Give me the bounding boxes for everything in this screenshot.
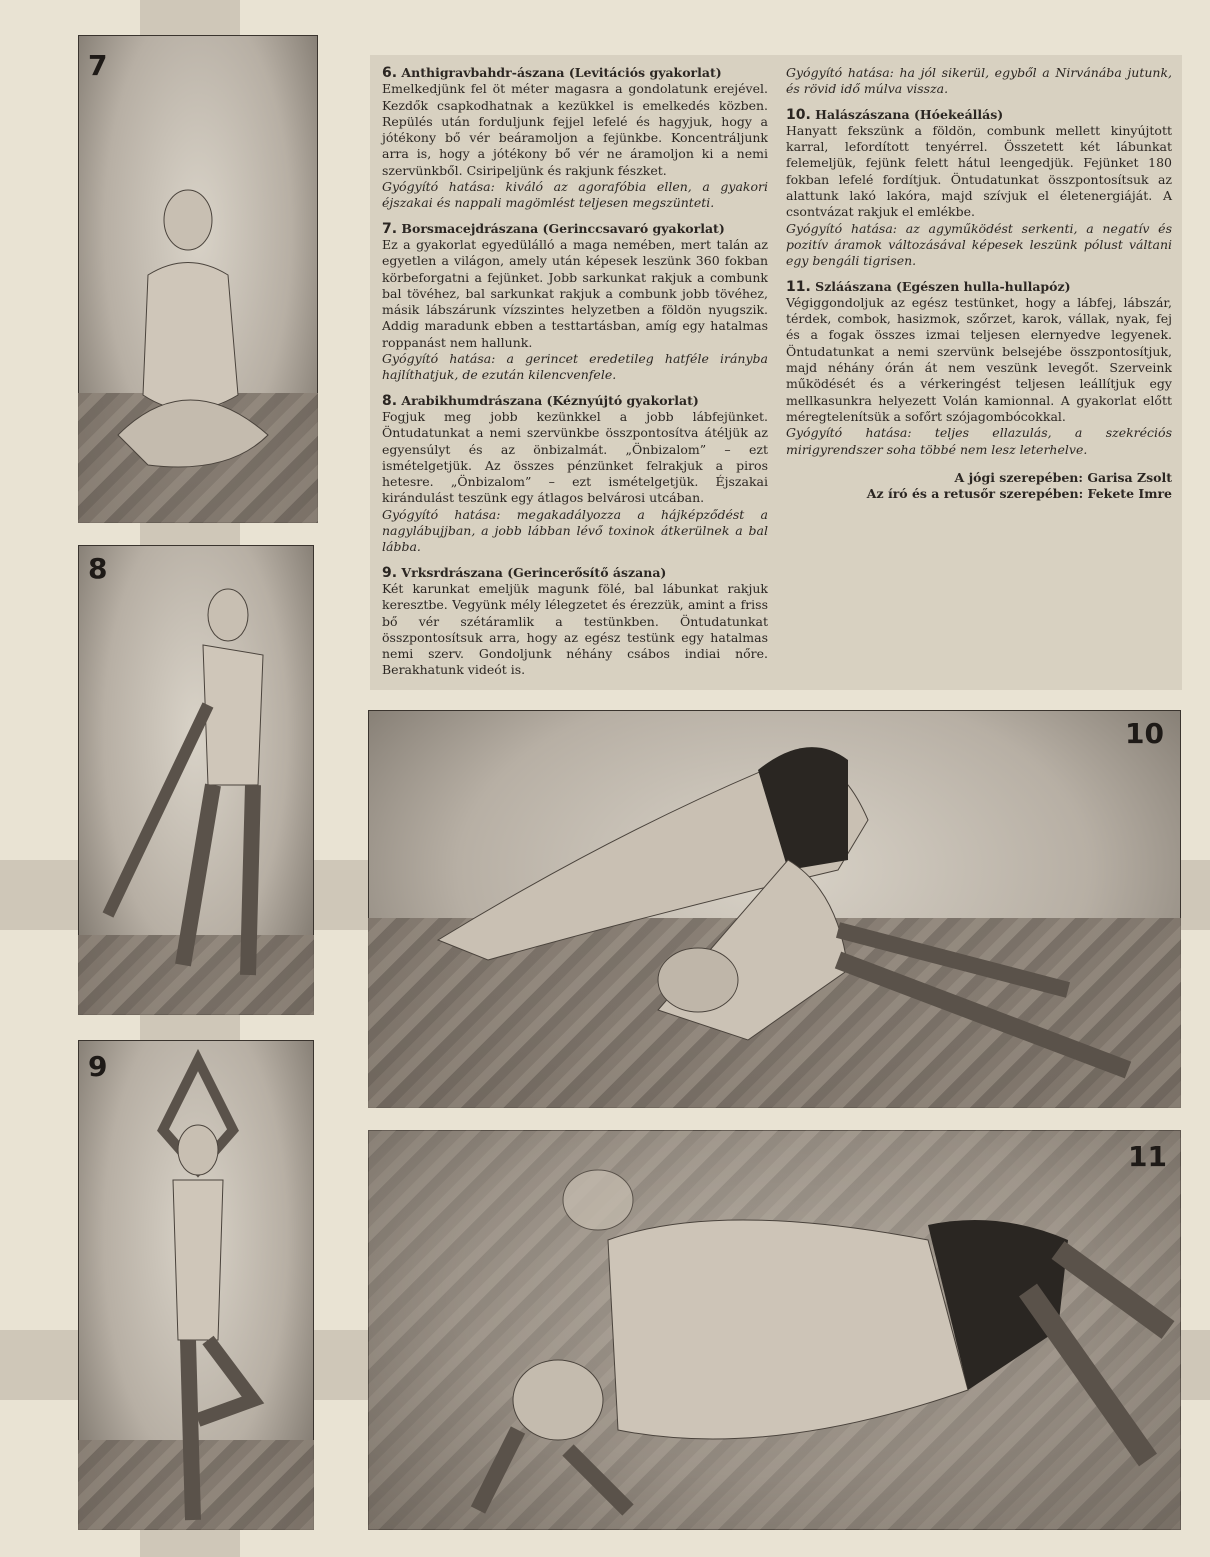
section-7-effect: Gyógyító hatása: a gerincet eredetileg hatféle irányba hajlíthatjuk, de ezután kilencvenfele. — [382, 351, 768, 383]
credit-yogi: A jógi szerepében: Garisa Zsolt — [954, 469, 1172, 485]
section-title: Anthigravbahdr-ászana (Levitációs gyakorlat) — [401, 65, 722, 80]
section-number: 7. — [382, 220, 398, 237]
section-7-heading — [382, 221, 768, 237]
photo-number-8: 8 — [88, 552, 108, 585]
section-9-effect: Gyógyító hatása: ha jól sikerül, egyből a Nirvánába jutunk, és rövid idő múlva vissza. — [786, 65, 1172, 97]
section-number: 10. — [786, 106, 811, 123]
section-title: Borsmacejdrászana (Gerinccsavaró gyakorlat) — [401, 220, 725, 236]
photo-number-11: 11 — [1128, 1140, 1167, 1173]
section-6-body: Emelkedjünk fel öt méter magasra a gondolatunk erejével. Kezdők csapkodhatnak a kezükkel is emelkedés közben. Repülés után forduljunk fejjel lefelé és hagyjuk, hogy a jótékony bő vér beáramoljon a fejünkbe. Koncentráljunk arra is, hogy a jótékony bő vér ne áramoljon ki a nemi szervünkből. Csiripeljünk és rakjunk fészket. — [382, 81, 768, 178]
text-column-right — [786, 65, 1172, 502]
section-9-heading — [382, 565, 768, 581]
photo-pose-8 — [78, 545, 314, 1015]
section-title: Arabikhumdrászana (Kéznyújtó gyakorlat) — [401, 392, 699, 408]
credits — [786, 470, 1172, 503]
section-11-body: Végiggondoljuk az egész testünket, hogy a lábfej, lábszár, térdek, combok, hasizmok, szőrzet, karok, vállak, nyak, fej és a fogak összes izmai teljesen elernyedve legyenek. Öntudatunkat a nemi szervünk belsejébe összpontosítjuk, majd néhány órán át nem veszünk levegőt. Szerveink működését és a vérkeringést teljesen leállítjuk egy mellkasunkra helyezett Volán kamionnal. A gyakorlat előtt méregtelenítsük a sofőrt szójagombócokkal. — [786, 294, 1172, 424]
section-11-heading — [786, 279, 1172, 295]
section-11-effect: Gyógyító hatása: teljes ellazulás, a szekréciós mirigyrendszer soha többé nem lesz leterhelve. — [786, 425, 1172, 457]
section-title: Vrksrdrászana (Gerincerősítő ászana) — [401, 564, 667, 580]
section-6-heading — [382, 65, 768, 81]
section-8-heading — [382, 393, 768, 409]
section-number: 9. — [382, 564, 398, 581]
section-6-effect: Gyógyító hatása: kiváló az agorafóbia ellen, a gyakori éjszakai és nappali magömlést teljesen megszünteti. — [382, 179, 768, 211]
section-10-effect: Gyógyító hatása: az agyműködést serkenti, a negatív és pozitív áramok változásával képesek leszünk pólust váltani egy bengáli tigrisen. — [786, 220, 1172, 269]
section-title: Halászászana (Hóekeállás) — [815, 106, 1004, 122]
photo-pose-10 — [368, 710, 1181, 1108]
photo-pose-11 — [368, 1130, 1181, 1530]
section-title: Szláászana (Egészen hulla-hullapóz) — [815, 278, 1071, 294]
section-number: 6. — [382, 65, 398, 81]
photo-number-10: 10 — [1125, 717, 1164, 750]
section-8-body: Fogjuk meg jobb kezünkkel a jobb lábfejünket. Öntudatunkat a nemi szervünkbe összpontosítva átéljük az egyensúlyt és az önbizalmát. „Önbizalom” – ezt ismételgetjük. Az összes pénzünket felrakjuk a piros hetesre. „Önbizalom” – ezt ismételgetjük. Éjszakai kirándulást teszünk egy átlagos belvárosi utcában. — [382, 408, 768, 506]
photo-number-9: 9 — [88, 1050, 108, 1083]
text-column-left — [382, 65, 768, 679]
credit-writer: Az író és a retusőr szerepében: Fekete Imre — [866, 486, 1172, 502]
section-number: 11. — [786, 278, 811, 295]
section-number: 8. — [382, 392, 398, 409]
section-7-body: Ez a gyakorlat egyedülálló a maga nemében, mert talán az egyetlen a világon, amely után képesek leszünk 360 fokban körbeforgatni a fejünket. Jobb sarkunkat rakjuk a combunk bal tövéhez, bal sarkunkat rakjuk a combunk jobb tövéhez, másik lábszárunk vízszintes helyzetben a földön nyugszik. Addig maradunk ebben a testtartásban, amíg egy hatalmas roppanást nem hallunk. — [382, 236, 768, 350]
photo-pose-9 — [78, 1040, 314, 1530]
section-10-heading — [786, 107, 1172, 123]
photo-pose-7 — [78, 35, 318, 523]
section-9-body: Két karunkat emeljük magunk fölé, bal lábunkat rakjuk keresztbe. Vegyünk mély lélegzetet és érezzük, amint a friss bő vér szétáramlik a testünkben. Öntudatunkat összpontosítsuk arra, hogy az egész testünk egy hatalmas nemi szerv. Gondoljunk néhány csábos indiai nőre. Berakhatunk videót is. — [382, 580, 768, 678]
photo-number-7: 7 — [88, 49, 108, 82]
section-8-effect: Gyógyító hatása: megakadályozza a hájképződést a nagylábujjban, a jobb lábban lévő toxinok átkerülnek a bal lábba. — [382, 506, 768, 555]
section-10-body: Hanyatt fekszünk a földön, combunk mellett kinyújtott karral, lefordított tenyérrel. Összetett két lábunkat felemeljük, fejünk felett hátul leengedjük. Fejünket 180 fokban lefelé fordítjuk. Öntudatunkat összpontosítsuk az alattunk lakó lakóra, majd szívjuk el életenergiáját. A csontvázat rakjuk el emlékbe. — [786, 122, 1172, 220]
